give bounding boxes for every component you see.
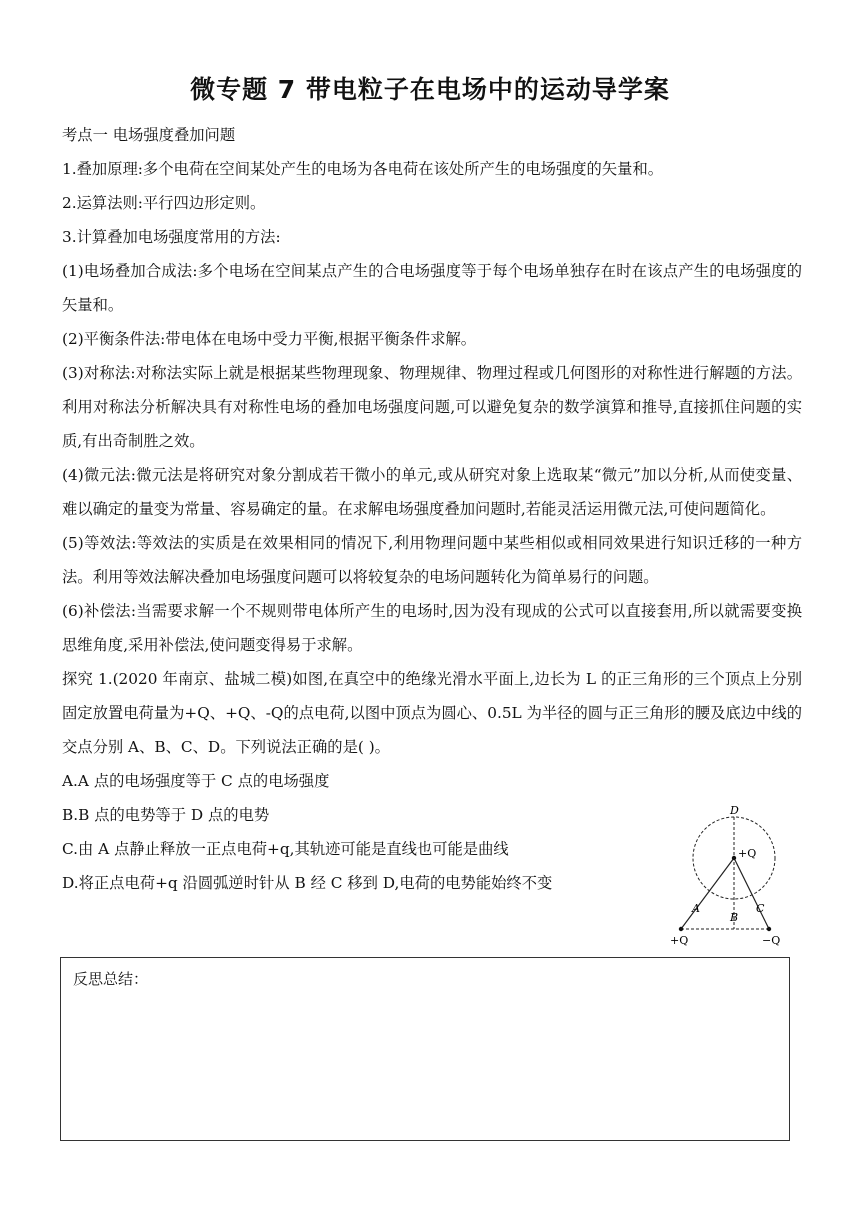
paragraph-2: 2.运算法则:平行四边形定则。 (62, 194, 266, 212)
content-body (62, 118, 802, 900)
method-2: (2)平衡条件法:带电体在电场中受力平衡,根据平衡条件求解。 (62, 330, 477, 348)
label-c: C (756, 902, 765, 915)
charge-triangle-figure (668, 803, 788, 948)
reflection-summary-box[interactable] (60, 957, 790, 1141)
method-1: (1)电场叠加合成法:多个电场在空间某点产生的合电场强度等于每个电场单独存在时在该点产生的电场强度的矢量和。 (62, 262, 802, 314)
option-a: A.A 点的电场强度等于 C 点的电场强度 (62, 772, 330, 790)
paragraph-3: 3.计算叠加电场强度常用的方法: (62, 228, 281, 246)
label-d: D (730, 804, 739, 817)
label-b: B (730, 911, 739, 924)
option-b: B.B 点的电势等于 D 点的电势 (62, 806, 270, 824)
page-title: 微专题 7 带电粒子在电场中的运动导学案 (190, 75, 670, 104)
summary-label: 反思总结： (73, 970, 149, 988)
label-right-charge: −Q (762, 934, 781, 947)
problem-stem: 探究 1.(2020 年南京、盐城二模)如图,在真空中的绝缘光滑水平面上,边长为 L 的正三角形的三个顶点上分别固定放置电荷量为+Q、+Q、-Q的点电荷,以图中顶点为圆心、0.5L 为半径的圆与正三角形的腰及底边中线的交点分别 A、B、C、D。下列说法正确的是( )。 (62, 670, 802, 756)
top-charge-dot (732, 856, 736, 860)
right-charge-dot (767, 927, 771, 931)
method-3: (3)对称法:对称法实际上就是根据某些物理现象、物理规律、物理过程或几何图形的对称性进行解题的方法。利用对称法分析解决具有对称性电场的叠加电场强度问题,可以避免复杂的数学演算和推导,直接抓住问题的实质,有出奇制胜之效。 (62, 364, 802, 450)
triangle-left-side (681, 858, 734, 929)
method-6: (6)补偿法:当需要求解一个不规则带电体所产生的电场时,因为没有现成的公式可以直接套用,所以就需要变换思维角度,采用补偿法,使问题变得易于求解。 (62, 602, 802, 654)
option-c: C.由 A 点静止释放一正点电荷+q,其轨迹可能是直线也可能是曲线 (62, 840, 509, 858)
method-5: (5)等效法:等效法的实质是在效果相同的情况下,利用物理问题中某些相似或相同效果进行知识迁移的一种方法。利用等效法解决叠加电场强度问题可以将较复杂的电场问题转化为简单易行的问题。 (62, 534, 802, 586)
option-d: D.将正点电荷+q 沿圆弧逆时针从 B 经 C 移到 D,电荷的电势能始终不变 (62, 874, 553, 892)
triangle-right-side (734, 858, 769, 929)
left-charge-dot (679, 927, 683, 931)
label-a: A (692, 902, 700, 915)
section-heading: 考点一 电场强度叠加问题 (62, 126, 236, 144)
paragraph-1: 1.叠加原理:多个电荷在空间某处产生的电场为各电荷在该处所产生的电场强度的矢量和。 (62, 160, 664, 178)
method-4: (4)微元法:微元法是将研究对象分割成若干微小的单元,或从研究对象上选取某“微元”加以分析,从而使变量、难以确定的量变为常量、容易确定的量。在求解电场强度叠加问题时,若能灵活运用微元法,可使问题简化。 (62, 466, 802, 518)
label-left-charge: +Q (670, 934, 689, 947)
label-top-charge: +Q (738, 847, 757, 860)
